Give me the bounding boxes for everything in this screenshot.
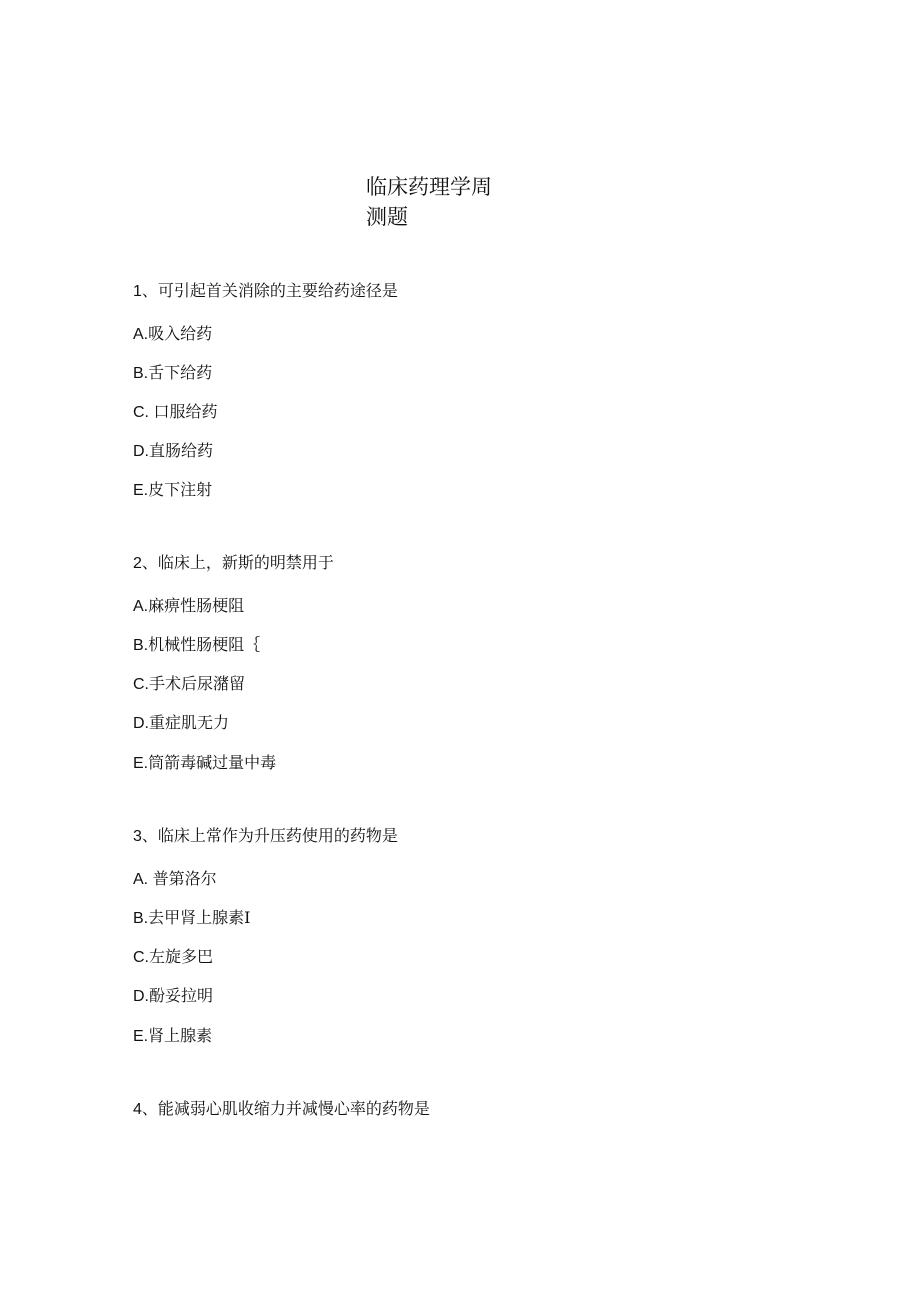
option-letter: D. [133, 988, 149, 1005]
option-text: 肾上腺素 [148, 1026, 213, 1045]
option-text: 机械性肠梗阻｛ [148, 635, 261, 654]
option-letter: E. [133, 1028, 149, 1045]
option-text: 筒箭毒碱过量中毒 [148, 753, 277, 772]
question-4 [133, 1098, 430, 1121]
question-2-option-a [133, 595, 244, 618]
option-letter: D. [133, 715, 149, 732]
question-3-option-e [133, 1025, 212, 1048]
question-2-option-e [133, 752, 276, 775]
question-text: 、能减弱心肌收缩力并减慢心率的药物是 [141, 1099, 430, 1118]
question-1-option-b [133, 362, 212, 385]
question-3-option-a [133, 868, 217, 891]
question-text: 、临床上，新斯的明禁用于 [141, 553, 334, 572]
option-text: 麻痹性肠梗阻 [148, 596, 245, 615]
question-2-option-d [133, 712, 229, 735]
option-letter: B. [133, 910, 149, 927]
option-letter: C. [133, 404, 154, 421]
option-letter: C. [133, 949, 149, 966]
option-letter: B. [133, 365, 149, 382]
option-text: 手术后尿潴留 [149, 674, 246, 693]
question-2-option-b [133, 634, 260, 657]
question-3-option-c [133, 946, 213, 969]
option-letter: C. [133, 676, 149, 693]
option-text: 酚妥拉明 [149, 986, 214, 1005]
page-title [366, 172, 492, 232]
question-text: 、可引起首关消除的主要给药途径是 [141, 281, 398, 300]
question-1-option-e [133, 479, 212, 502]
option-text: 直肠给药 [149, 441, 214, 460]
option-text: 口服给药 [153, 402, 218, 421]
question-2 [133, 552, 334, 575]
question-number: 1 [133, 283, 142, 300]
question-number: 3 [133, 828, 142, 845]
page-title-line1: 临床药理学周 [366, 175, 492, 199]
option-letter: A. [133, 326, 149, 343]
option-letter: E. [133, 482, 149, 499]
option-text: 舌下给药 [148, 363, 213, 382]
option-letter: D. [133, 443, 149, 460]
option-letter: B. [133, 637, 149, 654]
question-2-option-c [133, 673, 245, 696]
option-letter: A. [133, 871, 153, 888]
question-number: 4 [133, 1101, 142, 1118]
option-text: 重症肌无力 [149, 713, 230, 732]
question-3-option-d [133, 985, 213, 1008]
question-3 [133, 825, 398, 848]
option-text: 吸入给药 [148, 324, 213, 343]
option-text: 去甲肾上腺素I [148, 908, 251, 927]
option-letter: A. [133, 598, 149, 615]
question-number: 2 [133, 555, 142, 572]
option-text: 普第洛尔 [152, 869, 217, 888]
option-text: 皮下注射 [148, 480, 213, 499]
page-title-line2: 测题 [366, 205, 408, 229]
option-text: 左旋多巴 [149, 947, 214, 966]
question-1-option-a [133, 323, 212, 346]
question-3-option-b [133, 907, 250, 930]
question-1-option-c [133, 401, 217, 424]
question-1-option-d [133, 440, 213, 463]
question-text: 、临床上常作为升压药使用的药物是 [141, 826, 398, 845]
option-letter: E. [133, 755, 149, 772]
question-1 [133, 280, 398, 303]
